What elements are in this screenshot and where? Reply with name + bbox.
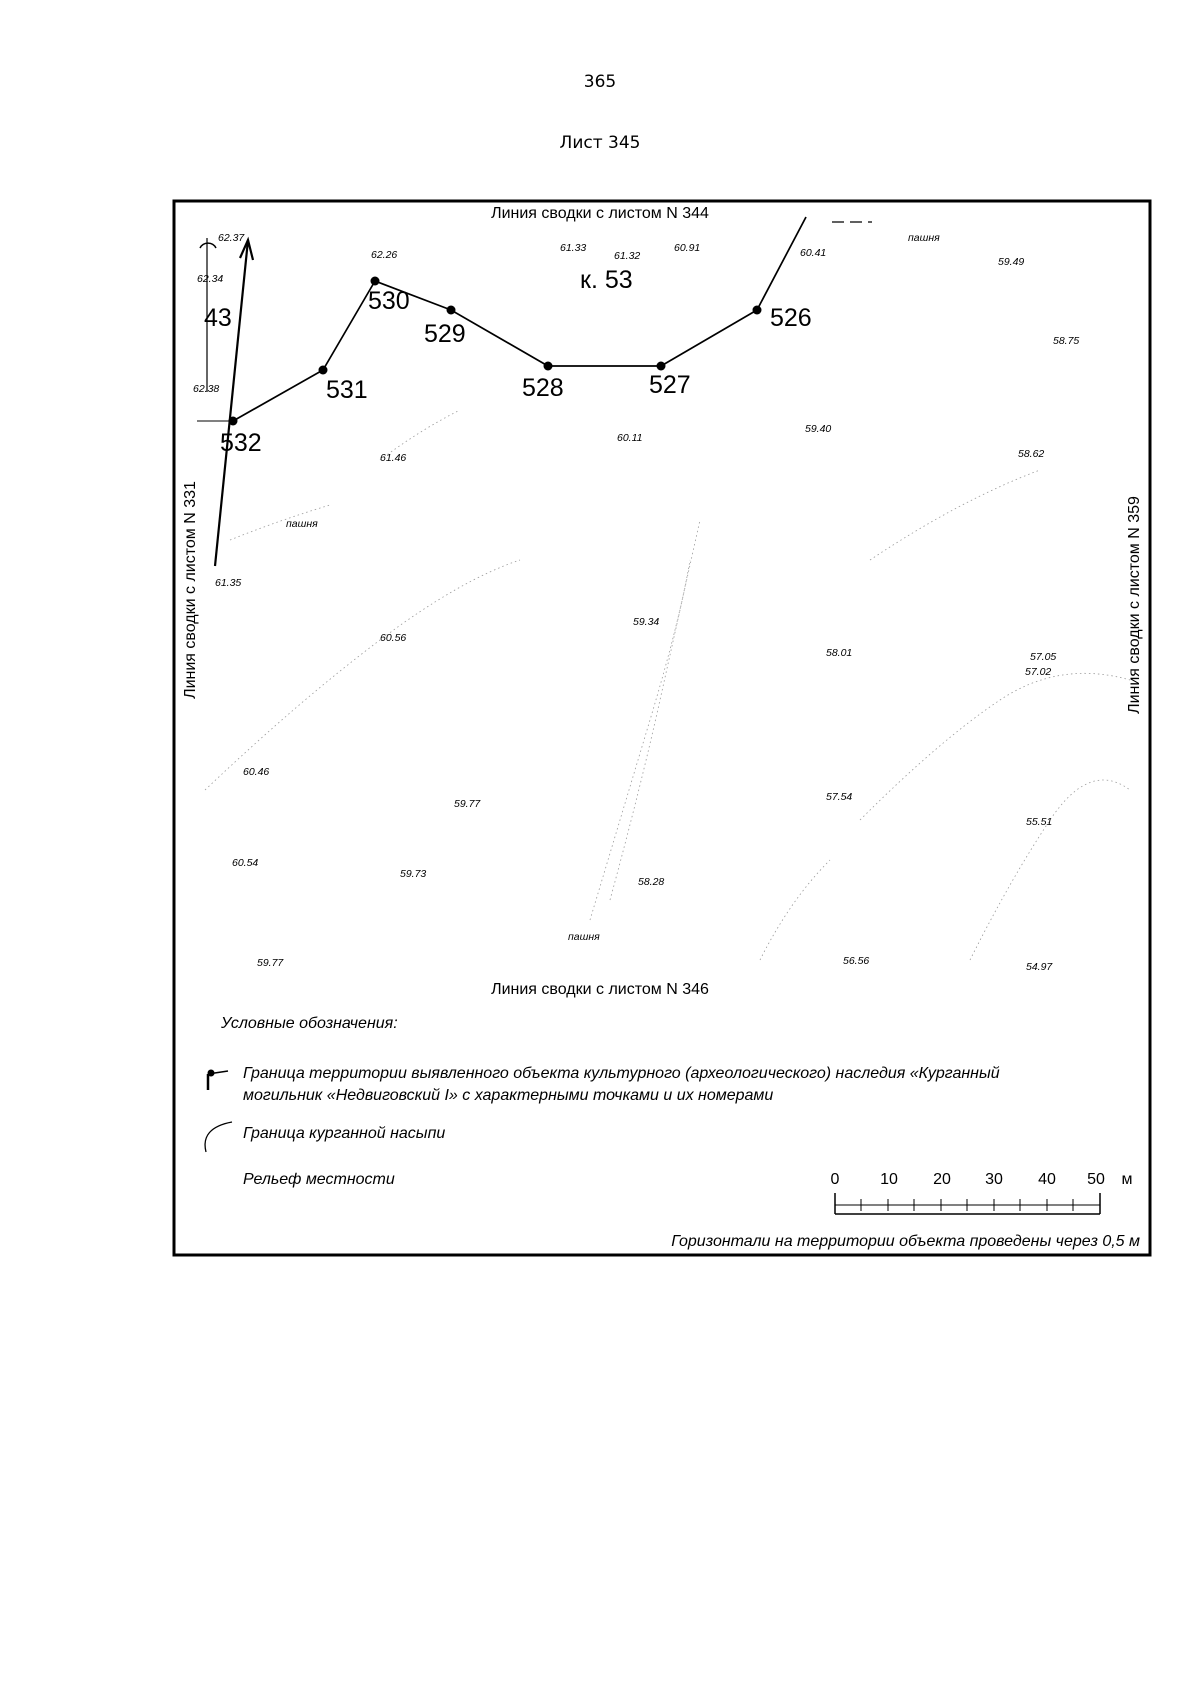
legend-item-relief: Рельеф местности — [243, 1171, 395, 1188]
elevation-label: 59.49 — [998, 256, 1025, 268]
elevation-label: 56.56 — [843, 955, 870, 967]
elevation-label: 61.46 — [380, 452, 407, 464]
elevation-label: 61.35 — [215, 577, 242, 589]
scale-tick-label: 0 — [830, 1171, 840, 1188]
kurgan-label: к. 53 — [580, 266, 633, 294]
elevation-marks — [193, 232, 1079, 973]
legend-title: Условные обозначения: — [221, 1015, 398, 1032]
elevation-label: 61.33 — [560, 242, 587, 254]
boundary-vertex-530 — [371, 277, 380, 286]
point-label-528: 528 — [522, 374, 564, 402]
survey-arrow — [197, 238, 253, 566]
elevation-label: 60.54 — [232, 857, 259, 869]
scale-tick-label: 10 — [880, 1171, 898, 1188]
elevation-label: 60.11 — [617, 432, 643, 444]
elevation-label: 59.77 — [257, 957, 284, 969]
contour-lines — [205, 410, 1130, 960]
point-label-530: 530 — [368, 287, 410, 315]
legend-item-mound: Граница курганной насыпи — [243, 1125, 446, 1142]
elevation-label: 61.32 — [614, 250, 641, 262]
legend-item-boundary-line1: Граница территории выявленного объекта культурного (археологического) наследия «Курганный — [243, 1065, 1000, 1082]
boundary-vertices — [229, 277, 762, 426]
boundary-vertex-527 — [657, 362, 666, 371]
boundary-vertex-528 — [544, 362, 553, 371]
boundary-vertex-532 — [229, 417, 238, 426]
land-note: пашня — [286, 518, 318, 530]
elevation-label: 58.62 — [1018, 448, 1045, 460]
land-note: пашня — [568, 931, 600, 943]
scale-tick-label: 50 — [1087, 1171, 1105, 1188]
elevation-label: 60.91 — [674, 242, 701, 254]
elevation-label: 57.02 — [1025, 666, 1052, 678]
elevation-label: 62.37 — [218, 232, 245, 244]
boundary-vertex-531 — [319, 366, 328, 375]
mound-number: 43 — [204, 304, 232, 332]
sheet-title: Лист 345 — [559, 133, 641, 153]
scale-tick-label: 20 — [933, 1171, 951, 1188]
edge-label-left: Линия сводки с листом N 331 — [182, 481, 199, 699]
point-label-529: 529 — [424, 320, 466, 348]
point-label-527: 527 — [649, 371, 691, 399]
elevation-label: 62.26 — [371, 249, 398, 261]
point-label-531: 531 — [326, 376, 368, 404]
boundary-vertex-529 — [447, 306, 456, 315]
elevation-label: 62.34 — [197, 273, 224, 285]
elevation-label: 57.05 — [1030, 651, 1057, 663]
scale-tick-label: 30 — [985, 1171, 1003, 1188]
elevation-label: 60.56 — [380, 632, 407, 644]
land-use-notes — [286, 232, 940, 943]
scale-bar — [831, 1171, 1133, 1214]
point-label-526: 526 — [770, 304, 812, 332]
legend-item-boundary-line2: могильник «Недвиговский I» с характерными точками и их номерами — [243, 1087, 774, 1104]
elevation-label: 59.34 — [633, 616, 660, 628]
elevation-label: 59.73 — [400, 868, 427, 880]
scale-tick-label: 40 — [1038, 1171, 1056, 1188]
boundary-line — [233, 217, 806, 421]
kurgan-mound-arc — [200, 243, 216, 248]
scale-unit: м — [1121, 1171, 1133, 1188]
elevation-label: 60.41 — [800, 247, 827, 259]
elevation-label: 55.51 — [1026, 816, 1053, 828]
edge-label-right: Линия сводки с листом N 359 — [1126, 496, 1143, 714]
elevation-label: 58.01 — [826, 647, 853, 659]
legend-symbol-mound — [205, 1122, 232, 1152]
elevation-label: 57.54 — [826, 791, 853, 803]
elevation-label: 59.40 — [805, 423, 832, 435]
elevation-label: 60.46 — [243, 766, 270, 778]
page-number: 365 — [583, 72, 617, 92]
elevation-label: 54.97 — [1026, 961, 1053, 973]
boundary-point-labels — [220, 287, 812, 457]
elevation-label: 58.75 — [1053, 335, 1080, 347]
land-note: пашня — [908, 232, 940, 244]
boundary-vertex-526 — [753, 306, 762, 315]
elevation-label: 62.38 — [193, 383, 220, 395]
point-label-532: 532 — [220, 429, 262, 457]
elevation-label: 58.28 — [638, 876, 665, 888]
elevation-label: 59.77 — [454, 798, 481, 810]
contour-interval-note: Горизонтали на территории объекта проведены через 0,5 м — [671, 1233, 1140, 1250]
edge-label-top: Линия сводки с листом N 344 — [491, 205, 709, 222]
legend-symbol-boundary — [208, 1070, 229, 1091]
edge-label-bottom: Линия сводки с листом N 346 — [491, 981, 709, 998]
